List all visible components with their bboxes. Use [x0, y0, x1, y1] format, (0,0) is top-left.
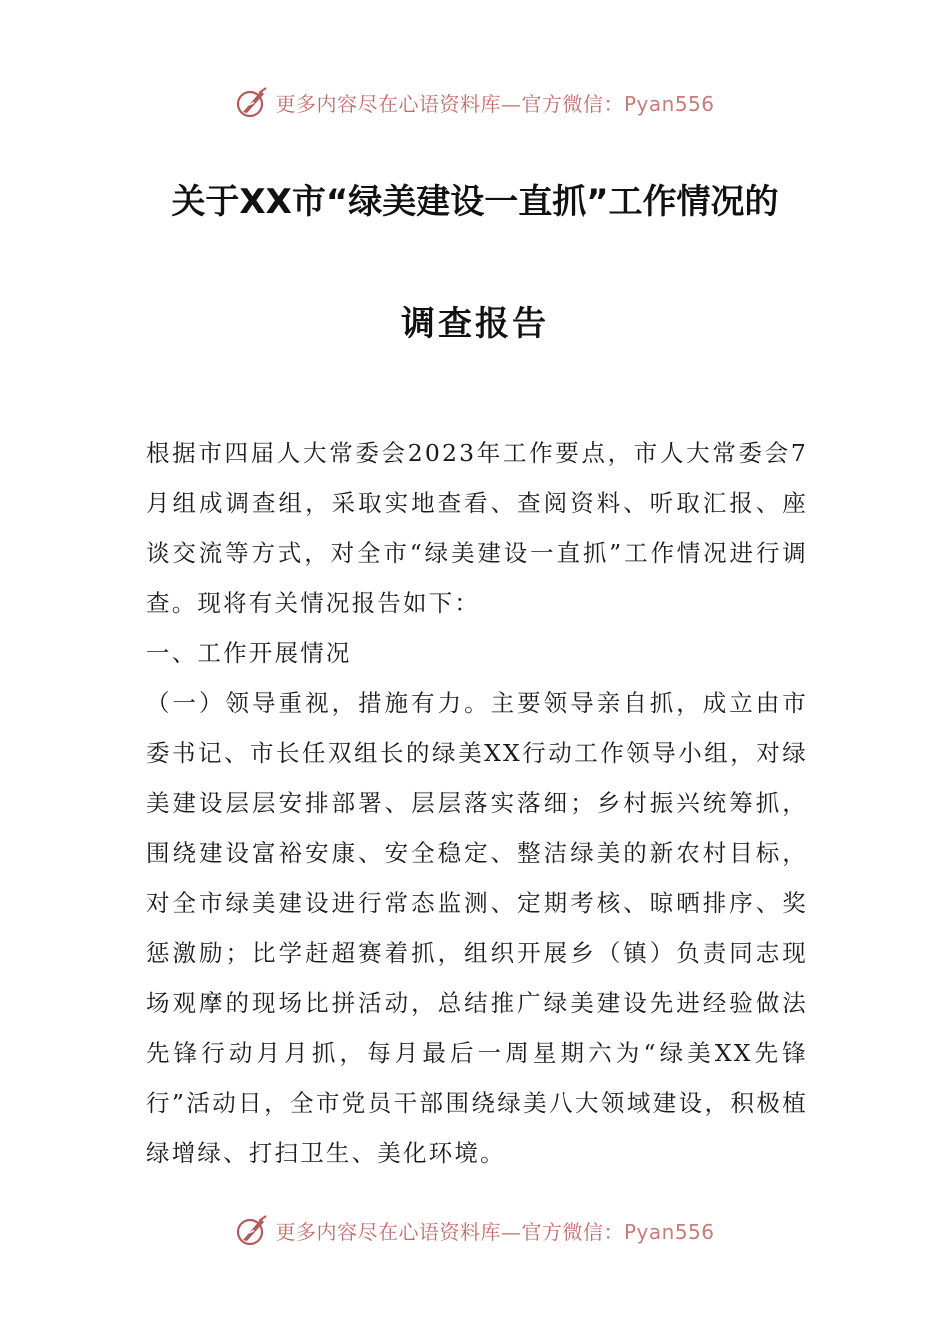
watermark-text: 更多内容尽在心语资料库—官方微信：Pyan556 — [275, 91, 715, 116]
quill-logo-icon — [235, 1213, 269, 1247]
section-heading: 一、工作开展情况 — [146, 639, 352, 667]
watermark-banner-top — [0, 82, 950, 122]
watermark-text: 更多内容尽在心语资料库—官方微信：Pyan556 — [275, 1219, 715, 1244]
watermark-handle: Pyan556 — [623, 91, 715, 116]
watermark-handle: Pyan556 — [623, 1219, 715, 1244]
quill-logo-icon — [235, 85, 269, 119]
intro-paragraph: 根据市四届人大常委会2023年工作要点，市人大常委会7月组成调查组，采取实地查看、查阅资料、听取汇报、座谈交流等方式，对全市“绿美建设一直抓”工作情况进行调查。现将有关情况报告如下： — [146, 439, 808, 617]
watermark-banner-bottom — [0, 1210, 950, 1250]
subsection-paragraph: （一）领导重视，措施有力。主要领导亲自抓，成立由市委书记、市长任双组长的绿美XX行动工作领导小组，对绿美建设层层安排部署、层层落实落细；乡村振兴统筹抓，围绕建设富裕安康、安全稳定、整洁绿美的新农村目标，对全市绿美建设进行常态监测、定期考核、晾晒排序、奖惩激励；比学赶超赛着抓，组织开展乡（镇）负责同志现场观摩的现场比拼活动，总结推广绿美建设先进经验做法先锋行动月月抓，每月最后一周星期六为“绿美XX先锋行”活动日，全市党员干部围绕绿美八大领域建设，积极植绿增绿、打扫卫生、美化环境。 — [146, 689, 808, 1167]
document-body — [146, 428, 808, 1178]
document-title-line-1: 关于XX市“绿美建设一直抓”工作情况的 — [171, 182, 779, 222]
document-title-line-2: 调查报告 — [401, 304, 549, 344]
